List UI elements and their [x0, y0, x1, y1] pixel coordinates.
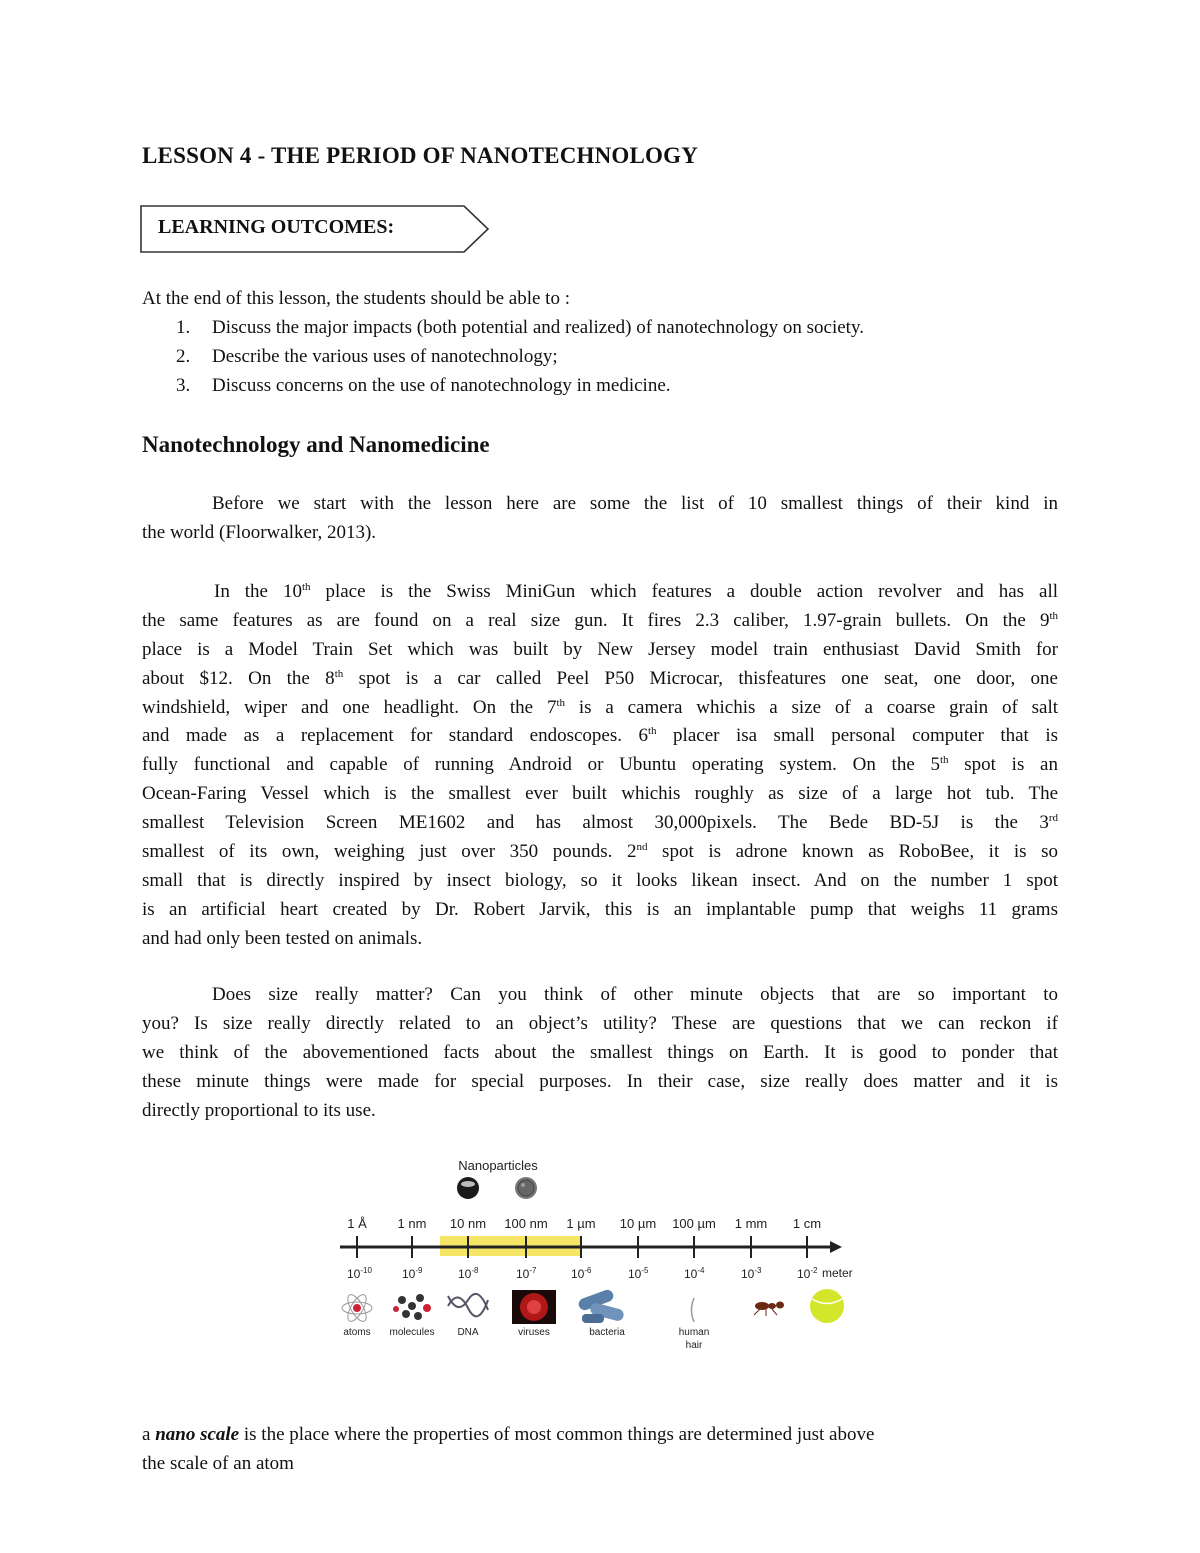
definition-article: a: [142, 1424, 156, 1445]
paragraph-line: place is a Model Train Set which was built by New Jersey model train enthusiast David Smith for: [142, 638, 1058, 660]
power-label: $10^{-5}$: [628, 1266, 649, 1281]
unit-label: 1 Å: [347, 1216, 367, 1231]
unit-label: 10 nm: [449, 1216, 487, 1231]
paragraph-line: you? Is size really directly related to an object’s utility? These are questions that we can reckon if: [142, 1012, 1058, 1034]
paragraph-line: the world (Floorwalker, 2013).: [142, 521, 377, 543]
ant-icon: [754, 1302, 784, 1317]
definition-line2: the scale of an atom: [142, 1452, 294, 1474]
paragraph-line: is an artificial heart created by Dr. Robert Jarvik, this is an implantable pump that weighs 11 grams: [142, 898, 1058, 920]
power-label: $10^{-8}$: [458, 1266, 479, 1281]
paragraph-line: fully functional and capable of running Android or Ubuntu operating system. On the 5th spot is an: [142, 754, 1058, 776]
atom-icon: [342, 1292, 372, 1324]
list-number: 1.: [176, 317, 191, 338]
object-label: molecules: [389, 1327, 435, 1338]
object-label: hair: [685, 1340, 703, 1351]
definition-text: is the place where the properties of most common things are determined just above: [239, 1424, 875, 1445]
meter-label: meter: [822, 1266, 853, 1280]
list-number: 2.: [176, 346, 191, 367]
molecule-icon: [393, 1294, 431, 1320]
list-text: Describe the various uses of nanotechnology;: [212, 346, 558, 367]
power-label: $10^{-7}$: [516, 1266, 537, 1281]
object-label: human: [678, 1327, 710, 1338]
paragraph-line: smallest Television Screen ME1602 and has almost 30,000pixels. The Bede BD-5J is the 3rd: [142, 812, 1058, 834]
smallest-things-paragraph: [142, 578, 1058, 954]
nano-scale-term: nano scale: [155, 1424, 240, 1445]
intro-paragraph: [142, 490, 1058, 548]
paragraph-line: the same features as are found on a real size gun. It fires 2.3 caliber, 1.97-grain bullets. On the 9th: [142, 609, 1058, 631]
outcomes-intro: At the end of this lesson, the students should be able to :: [142, 288, 570, 309]
axis-arrow-icon: [830, 1241, 842, 1253]
bacteria-icon: [577, 1288, 625, 1323]
unit-label: 1 cm: [792, 1216, 822, 1231]
hair-icon: [692, 1298, 695, 1322]
unit-label: 10 µm: [619, 1216, 657, 1231]
power-label: $10^{-3}$: [741, 1266, 762, 1281]
power-label: $10^{-4}$: [684, 1266, 705, 1281]
object-label: bacteria: [589, 1327, 625, 1338]
list-number: 3.: [176, 375, 191, 396]
list-item: [142, 371, 864, 400]
paragraph-line: directly proportional to its use.: [142, 1099, 376, 1121]
list-item: [142, 313, 864, 342]
learning-outcomes-label: LEARNING OUTCOMES:: [158, 216, 395, 238]
unit-label: 100 nm: [504, 1216, 548, 1231]
power-label: $10^{-10}$: [347, 1266, 372, 1281]
paragraph-line: windshield, wiper and one headlight. On the 7th is a camera whichis a size of a coarse grain of salt: [142, 696, 1058, 718]
unit-label: 1 µm: [566, 1216, 596, 1231]
paragraph-line: smallest of its own, weighing just over 350 pounds. 2nd spot is adrone known as RoboBee, it is so: [142, 841, 1058, 863]
paragraph-line: Ocean-Faring Vessel which is the smallest ever built whichis roughly as size of a large hot tub. The: [142, 783, 1058, 805]
outcomes-list: [142, 313, 864, 400]
paragraph-line: small that is directly inspired by insect biology, so it looks likean insect. And on the number 1 spot: [142, 869, 1058, 891]
learning-outcomes-banner: [140, 204, 492, 254]
dna-icon: [448, 1294, 488, 1316]
paragraph-line: about $12. On the 8th spot is a car called Peel P50 Microcar, thisfeatures one seat, one door, one: [142, 667, 1058, 689]
object-label: atoms: [343, 1327, 371, 1338]
size-matters-paragraph: [142, 981, 1058, 1125]
list-text: Discuss concerns on the use of nanotechnology in medicine.: [212, 375, 671, 396]
unit-label: 1 nm: [397, 1216, 427, 1231]
virus-icon: [512, 1290, 556, 1324]
paragraph-line: and had only been tested on animals.: [142, 927, 423, 949]
paragraph-line: and made as a replacement for standard endoscopes. 6th placer isa small personal computer that is: [142, 725, 1058, 747]
paragraph-line: Before we start with the lesson here are some the list of 10 smallest things of their kind in: [212, 493, 1058, 514]
nano-scale-definition: [142, 1421, 1058, 1479]
lesson-title: LESSON 4 - THE PERIOD OF NANOTECHNOLOGY: [142, 143, 699, 168]
nanoparticle-dark-icon: [457, 1177, 479, 1199]
object-label: viruses: [518, 1327, 550, 1338]
nanoscale-figure: [320, 1148, 870, 1358]
list-text: Discuss the major impacts (both potential and realized) of nanotechnology on society.: [212, 317, 864, 338]
paragraph-line: we think of the abovementioned facts about the smallest things on Earth. It is good to ponder that: [142, 1041, 1058, 1063]
section-heading: Nanotechnology and Nanomedicine: [142, 432, 490, 457]
unit-labels: [347, 1216, 821, 1231]
paragraph-line: Does size really matter? Can you think of other minute objects that are so important to: [212, 984, 1058, 1005]
power-label: $10^{-2}$: [797, 1266, 818, 1281]
unit-label: 100 µm: [672, 1216, 716, 1231]
paragraph-line: these minute things were made for special purposes. In their case, size really does matter and it is: [142, 1070, 1058, 1092]
paragraph-line: In the 10th place is the Swiss MiniGun which features a double action revolver and has all: [214, 581, 1059, 602]
power-labels: [347, 1266, 818, 1281]
nanoparticle-gray-icon: [515, 1177, 537, 1199]
scale-diagram: [320, 1148, 870, 1358]
object-label: DNA: [457, 1327, 479, 1338]
power-label: $10^{-9}$: [402, 1266, 423, 1281]
power-label: $10^{-6}$: [571, 1266, 592, 1281]
list-item: [142, 342, 864, 371]
unit-label: 1 mm: [734, 1216, 768, 1231]
tennis-ball-icon: [810, 1289, 844, 1323]
nanoparticles-label: Nanoparticles: [458, 1158, 538, 1173]
